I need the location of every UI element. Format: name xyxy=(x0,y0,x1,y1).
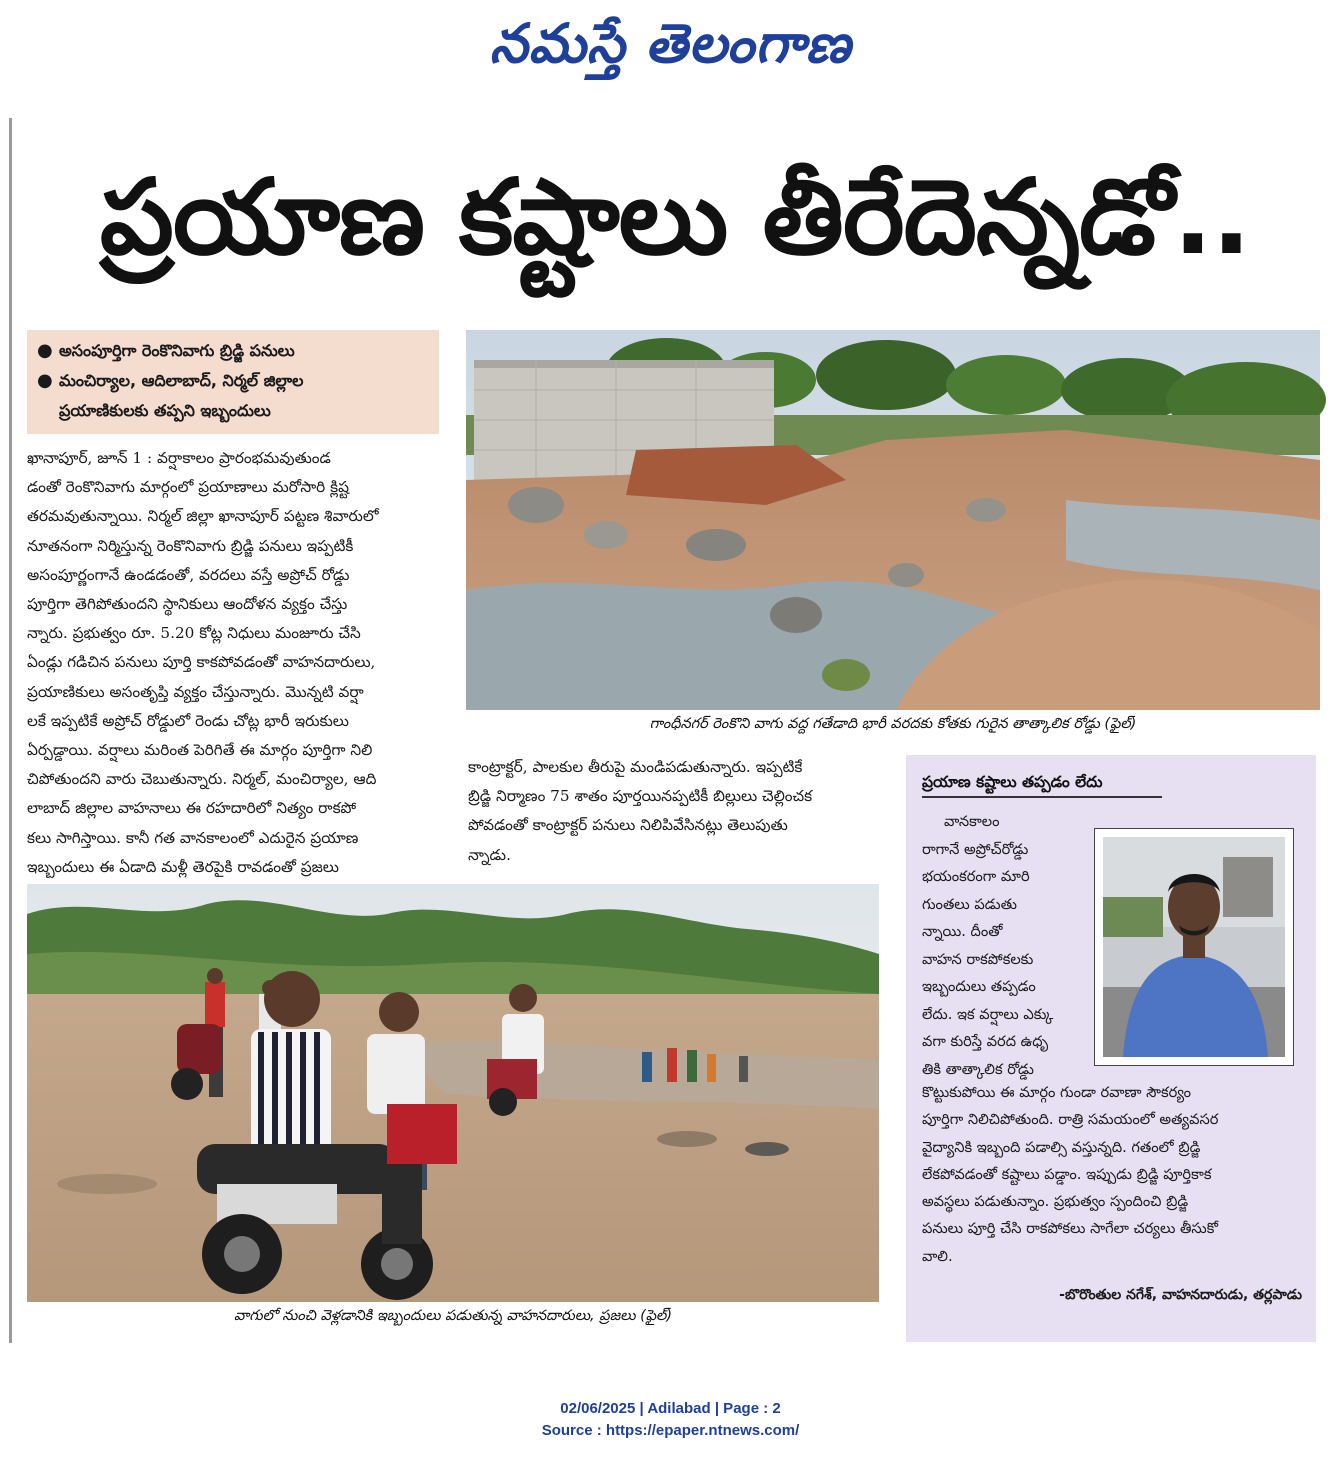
article-line: ఇబ్బందులు ఈ ఏడాది మళ్లీ తెరపైకి రావడంతో ప్రజలు xyxy=(27,857,339,876)
sidebox-line: వైద్యానికి ఇబ్బంది పడాల్సి వస్తున్నది. గతంలో బ్రిడ్జి xyxy=(922,1138,1201,1156)
article-line: కలు సాగిస్తాయి. కానీ గత వానకాలంలో ఎదురైన ప్రయాణ xyxy=(27,828,359,847)
article-body xyxy=(27,444,439,876)
sidebox-line: న్నాయి. దీంతో xyxy=(922,923,1003,940)
sidebox-text-narrow xyxy=(922,808,1098,1078)
sidebox-text-wide xyxy=(922,1079,1304,1279)
article-line: కాంట్రాక్టర్, పాలకుల తీరుపై మండిపడుతున్నారు. ఇప్పటికే xyxy=(468,758,803,776)
sidebox-line: అవస్థలు పడుతున్నాం. ప్రభుత్వం స్పందించి బ్రిడ్జి xyxy=(922,1193,1189,1211)
highlights-box xyxy=(27,330,439,434)
headline: ప్రయాణ కష్టాలు తీరేదెన్నడో.. xyxy=(99,156,1251,278)
sidebox-title: ప్రయాణ కష్టాలు తప్పడం లేదు xyxy=(922,768,1162,798)
highlight-text: అసంపూర్తిగా రెంకొనివాగు బ్రిడ్జి పనులు xyxy=(59,341,295,360)
article-line: ఏర్పడ్డాయి. వర్షాలు మరింత పెరిగితే ఈ మార్గం పూర్తిగా నిలి xyxy=(27,741,373,760)
sidebox-line: ఇబ్బందులు తప్పడం xyxy=(922,978,1036,995)
bullet-icon: ● xyxy=(37,370,53,391)
highlight-item xyxy=(37,336,429,366)
highlight-item xyxy=(37,366,429,396)
article-line: ప్రయాణికులు అసంతృప్తి వ్యక్తం చేస్తున్నారు. మొన్నటి వర్షా xyxy=(27,682,364,701)
article-line: లకే ఇప్పటికే అప్రోచ్ రోడ్డులో రెండు చోట్ల భారీ ఇరుకులు xyxy=(27,711,349,730)
article-line: నూతనంగా నిర్మిస్తున్న రెంకొనివాగు బ్రిడ్జి పనులు ఇప్పటికీ xyxy=(27,536,354,555)
article-line: తరమవుతున్నాయి. నిర్మల్ జిల్లా ఖానాపూర్ పట్టణ శివారులో xyxy=(27,507,379,526)
sidebox-line: తికి తాత్కాలిక రోడ్డు xyxy=(922,1060,1034,1078)
left-rule xyxy=(9,118,12,1343)
sidebox-line: లేకపోవడంతో కష్టాలు పడ్డాం. ఇప్పుడు బ్రిడ్జి పూర్తికాక xyxy=(922,1165,1212,1183)
quote-credit: -బొరొంతుల నగేశ్, వాహనదారుడు, తర్లపాడు xyxy=(1059,1287,1302,1303)
photo1-caption: గాంధీనగర్ రెంకొని వాగు వద్ద గతేడాది భారీ వరదకు కోతకు గురైన తాత్కాలిక రోడ్డు (ఫైల్) xyxy=(649,716,1137,732)
footer-date-edition: 02/06/2025 | Adilabad | Page : 2 xyxy=(560,1400,781,1417)
sidebox-line: భయంకరంగా మారి xyxy=(922,868,1030,885)
page-footer xyxy=(0,1398,1341,1446)
highlight-text: మంచిర్యాల, ఆదిలాబాద్, నిర్మల్ జిల్లాల xyxy=(59,371,304,390)
sidebox-line: లేదు. ఇక వర్షాలు ఎక్కు xyxy=(922,1005,1054,1023)
sidebox-line: కొట్టుకుపోయి ఈ మార్గం గుండా రవాణా సౌకర్యం xyxy=(922,1084,1192,1101)
masthead-logo: నమస్తే తెలంగాణ xyxy=(489,12,852,75)
article-line: ఖానాపూర్, జూన్ 1 : వర్షాకాలం ప్రారంభమవుతుండ xyxy=(27,449,331,467)
sidebox-line: వగా కురిస్తే వరద ఉధృ xyxy=(922,1033,1049,1050)
portrait-photo xyxy=(1094,828,1294,1066)
article-line: అసంపూర్ణంగానే ఉండడంతో, వరదలు వస్తే అప్రోచ్ రోడ్డు xyxy=(27,565,350,584)
sidebox-line: రాగానే అప్రోచ్‌రోడ్డు xyxy=(922,840,1029,858)
article-line: న్నాడు. xyxy=(468,845,511,864)
stream-crossing-photo xyxy=(27,884,879,1302)
bridge-road-photo xyxy=(466,330,1320,710)
article-line: డంతో రెంకొనివాగు మార్గంలో ప్రయాణాలు మరోసారి క్లిష్ట xyxy=(27,478,350,497)
highlight-item xyxy=(37,396,429,426)
article-line: పోవడంతో కాంట్రాక్టర్ పనులు నిలిపివేసినట్లు తెలుపుతు xyxy=(468,816,788,835)
sidebox-line: పూర్తిగా నిలిచిపోతుంది. రాత్రి సమయంలో అత్యవసర xyxy=(922,1111,1219,1129)
sidebox-line: వాలి. xyxy=(922,1247,953,1265)
sidebox-line: గుంతలు పడుతు xyxy=(922,895,1017,913)
article-line: బ్రిడ్జి నిర్మాణం 75 శాతం పూర్తయినప్పటికీ బిల్లులు చెల్లించక xyxy=(468,787,813,806)
photo2-caption: వాగులో నుంచి వెళ్లడానికి ఇబ్బందులు పడుతున్న వాహనదారులు, ప్రజలు (ఫైల్) xyxy=(234,1308,672,1324)
sidebox-line: వాహన రాకపోకలకు xyxy=(922,950,1034,968)
article-line: ఏండ్లు గడిచిన పనులు పూర్తి కాకపోవడంతో వాహనదారులు, xyxy=(27,653,376,672)
highlight-text: ప్రయాణికులకు తప్పని ఇబ్బందులు xyxy=(59,401,271,420)
article-line: పూర్తిగా తెగిపోతుందని స్థానికులు ఆందోళన వ్యక్తం చేస్తు xyxy=(27,595,348,614)
bullet-icon: ● xyxy=(37,340,53,361)
article-continuation xyxy=(468,753,878,871)
article-line: చిపోతుందని వారు చెబుతున్నారు. నిర్మల్, మంచిర్యాల, ఆది xyxy=(27,770,377,789)
sidebox-line: పనులు పూర్తి చేసి రాకపోకలు సాగేలా చర్యలు తీసుకో xyxy=(922,1220,1218,1238)
article-line: లాబాద్ జిల్లాల వాహనాలు ఈ రహదారిలో నిత్యం రాకపో xyxy=(27,799,357,818)
sidebox-line: వానకాలం xyxy=(944,813,1000,830)
footer-source-link[interactable]: Source : https://epaper.ntnews.com/ xyxy=(541,1422,800,1439)
article-line: న్నారు. ప్రభుత్వం రూ. 5.20 కోట్ల నిధులు మంజూరు చేసి xyxy=(27,624,361,643)
